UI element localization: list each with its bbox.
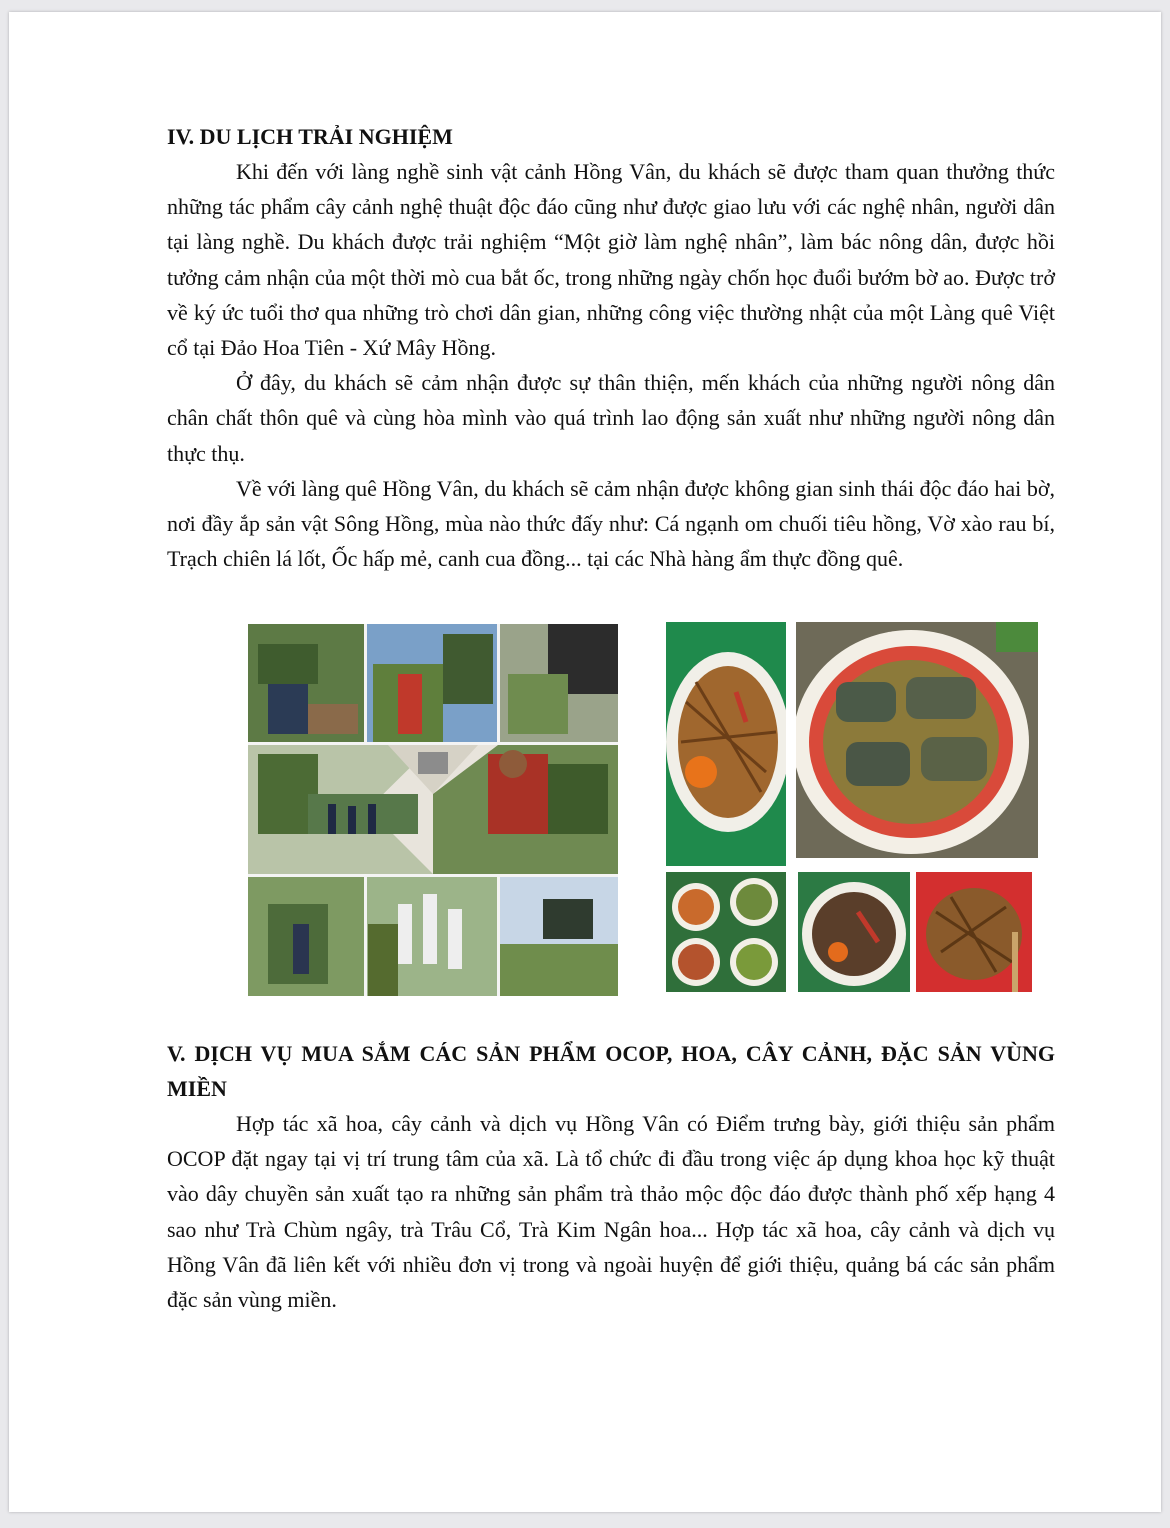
bonsai-activities-collage-photo	[248, 624, 618, 996]
stir-fried-dish-photo	[798, 872, 910, 992]
fried-dish-photo	[666, 622, 786, 866]
crispy-fish-photo	[916, 872, 1032, 992]
paragraph: Hợp tác xã hoa, cây cảnh và dịch vụ Hồng Vân có Điểm trưng bày, giới thiệu sản phẩm OCOP đặt ngay tại vị trí trung tâm của xã. Là tổ chức đi đầu trong việc áp dụng khoa học kỹ thuật vào dây chuyền sản xuất tạo ra những sản phẩm trà thảo mộc độc đáo được thành phố xếp hạng 4 sao như Trà Chùm ngây, trà Trâu Cổ, Trà Kim Ngân hoa... Hợp tác xã hoa, cây cảnh và dịch vụ Hồng Vân đã liên kết với nhiều đơn vị trong và ngoài huyện để giới thiệu, quảng bá các sản phẩm đặc sản vùng miền.	[167, 1111, 1055, 1313]
dishes-table-photo	[666, 872, 786, 992]
paragraph: Khi đến với làng nghề sinh vật cảnh Hồng Vân, du khách sẽ được tham quan thưởng thức những tác phẩm cây cảnh nghệ thuật độc đáo cũng như được giao lưu với các nghệ nhân, người dân tại làng nghề. Du khách được trải nghiệm “Một giờ làm nghệ nhân”, làm bác nông dân, được hồi tưởng cảm nhận của một thời mò cua bắt ốc, trong những ngày chốn học đuổi bướm bờ ao. Được trở về ký ức tuổi thơ qua những trò chơi dân gian, những công việc thường nhật của một Làng quê Việt cổ tại Đảo Hoa Tiên - Xứ Mây Hồng.	[167, 159, 1055, 361]
section-heading: IV. DU LỊCH TRẢI NGHIỆM	[167, 124, 453, 149]
section-experience-tourism	[167, 119, 1055, 576]
document-page	[9, 12, 1161, 1512]
paragraph: Ở đây, du khách sẽ cảm nhận được sự thân thiện, mến khách của những người nông dân chân chất thôn quê và cùng hòa mình vào quá trình lao động sản xuất như những người nông dân thực thụ.	[167, 370, 1055, 466]
paragraph: Về với làng quê Hồng Vân, du khách sẽ cảm nhận được không gian sinh thái độc đáo hai bờ, nơi đầy ắp sản vật Sông Hồng, mùa nào thức đấy như: Cá ngạnh om chuối tiêu hồng, Vờ xào rau bí, Trạch chiên lá lốt, Ốc hấp mẻ, canh cua đồng... tại các Nhà hàng ẩm thực đồng quê.	[167, 475, 1055, 572]
braised-fish-photo	[796, 622, 1038, 858]
section-heading: V. DỊCH VỤ MUA SẮM CÁC SẢN PHẨM OCOP, HOA, CÂY CẢNH, ĐẶC SẢN VÙNG MIỀN	[167, 1041, 1055, 1101]
section-ocop-shopping	[167, 1036, 1055, 1317]
